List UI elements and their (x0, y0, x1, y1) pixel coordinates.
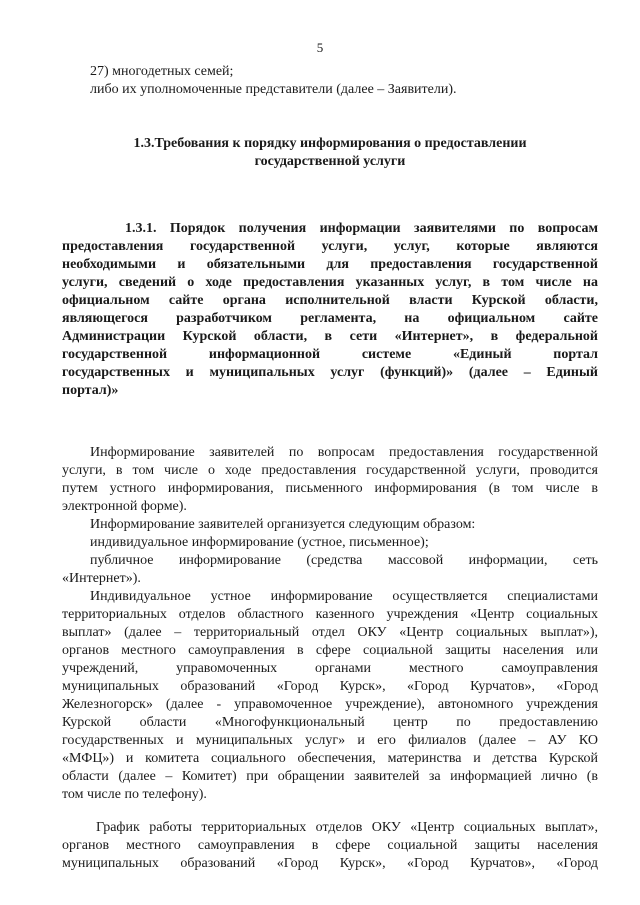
section-heading-line-1: 1.3.Требования к порядку информирования о предоставлении (133, 136, 527, 151)
body-line: муниципальных образований «Город Курск», «Город Курчатов», «Город (62, 679, 598, 694)
body-line: путем устного информирования, письменного информирования (в том числе в (62, 481, 598, 496)
body-line: Железногорск» (далее - управомоченное учреждение), автономного учреждения (62, 697, 598, 712)
body-line: государственных и муниципальных услуг» и его филиалов (далее – АУ КО (62, 733, 598, 748)
subsection-heading-line: государственных и муниципальных услуг (функций)» (далее – Единый (62, 365, 598, 380)
body-line: территориальных отделов областного казенного учреждения «Центр социальных (62, 607, 598, 622)
list-item-representatives: либо их уполномоченные представители (далее – Заявители). (90, 82, 457, 97)
body-line: Информирование заявителей по вопросам предоставления государственной (90, 445, 598, 460)
body-line: Информирование заявителей организуется следующим образом: (90, 517, 476, 532)
subsection-heading-line: услуги, сведений о ходе предоставления указанных услуг, в том числе на (62, 275, 598, 290)
body-line: том числе по телефону). (62, 787, 207, 802)
subsection-heading-line: 1.3.1. Порядок получения информации заявителями по вопросам (125, 221, 598, 236)
body-line: области (далее – Комитет) при обращении заявителей за информацией лично (в (62, 769, 598, 784)
subsection-heading-line: предоставления государственной услуги, услуг, которые являются (62, 239, 598, 254)
body-line: «Интернет»). (62, 571, 141, 586)
body-line: органов местного самоуправления в сфере социальной защиты населения (62, 838, 598, 853)
body-line: Индивидуальное устное информирование осуществляется специалистами (90, 589, 598, 604)
subsection-heading-line: Администрации Курской области, в сети «Интернет», в федеральной (62, 329, 598, 344)
body-line: Курской области «Многофункциональный центр по предоставлению (62, 715, 598, 730)
body-line: выплат» (далее – территориальный отдел ОКУ «Центр социальных выплат»), (62, 625, 598, 640)
section-heading-line-2: государственной услуги (254, 154, 406, 169)
body-line: «МФЦ») и комитета социального обеспечения, материнства и детства Курской (62, 751, 598, 766)
subsection-heading-line: официальном сайте органа исполнительной власти Курской области, (62, 293, 598, 308)
body-line: услуги, в том числе о ходе предоставления государственной услуги, проводится (62, 463, 598, 478)
subsection-heading-line: необходимыми и обязательными для предоставления государственной (62, 257, 598, 272)
body-line: электронной форме). (62, 499, 187, 514)
body-line: учреждений, управомоченных органами местного самоуправления (62, 661, 598, 676)
subsection-heading-line: портал)» (62, 383, 119, 398)
body-line: индивидуальное информирование (устное, письменное); (90, 535, 429, 550)
subsection-heading-line: государственной информационной системе «Единый портал (62, 347, 598, 362)
body-line: публичное информирование (средства массовой информации, сеть (90, 553, 598, 568)
list-item-large-families: 27) многодетных семей; (90, 64, 234, 79)
body-line: График работы территориальных отделов ОКУ «Центр социальных выплат», (96, 820, 598, 835)
body-line: органов местного самоуправления в сфере социальной защиты населения или (62, 643, 598, 658)
body-line: муниципальных образований «Город Курск», «Город Курчатов», «Город (62, 856, 598, 871)
subsection-heading-line: являющегося разработчиком регламента, на официальном сайте (62, 311, 598, 326)
page-number: 5 (316, 40, 324, 55)
